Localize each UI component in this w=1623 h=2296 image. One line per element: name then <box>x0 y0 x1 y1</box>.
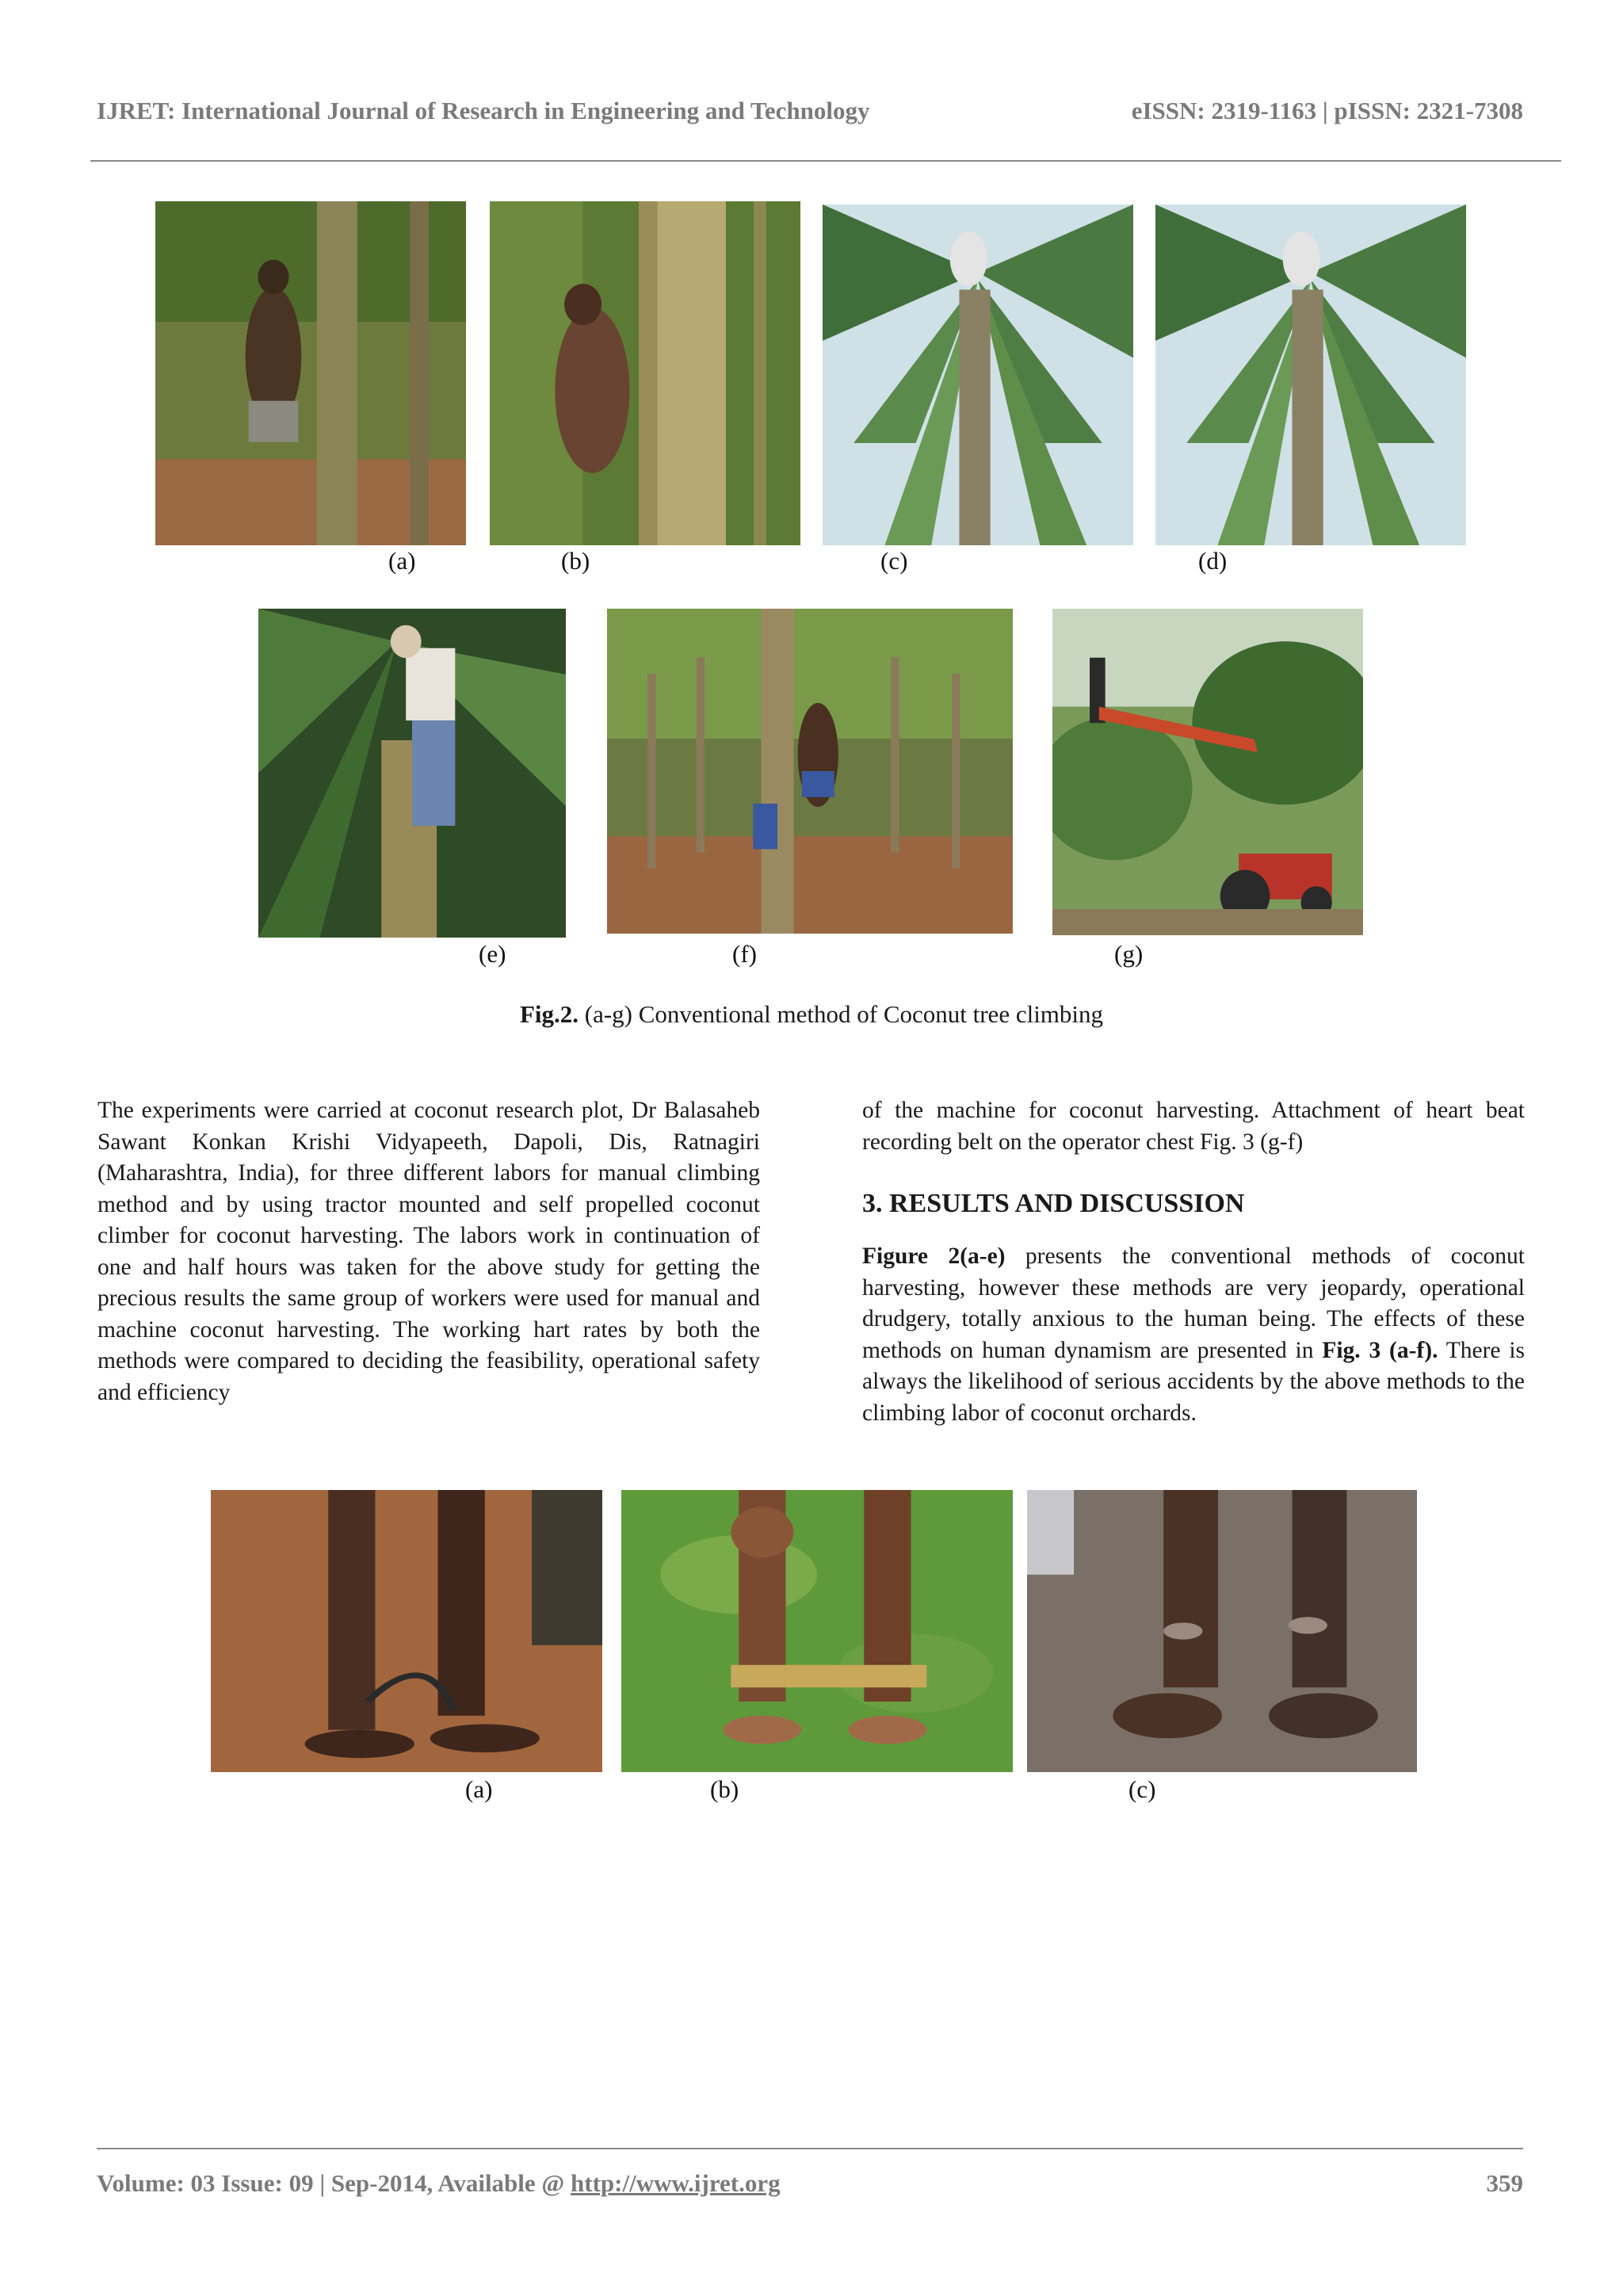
fig2-label-e: (e) <box>479 940 506 968</box>
page-number: 359 <box>1486 2169 1523 2197</box>
fig2-photo-c <box>823 204 1133 545</box>
left-column <box>97 1095 760 1408</box>
footer-url-link[interactable]: http://www.ijret.org <box>571 2169 781 2197</box>
fig2-caption-text: (a-g) Conventional method of Coconut tree climbing <box>579 1000 1104 1028</box>
results-text-1: presents the conventional methods of coconut harvesting, however these methods are very jeopardy, operational drudgery, totally anxious to the human being. The effects of these methods on human dynamism are presented in <box>862 1244 1526 1363</box>
fig2-photo-a <box>155 201 466 545</box>
fig2-label-b: (b) <box>561 547 590 575</box>
fig2-label-d: (d) <box>1198 547 1228 575</box>
footer-rule <box>97 2148 1523 2149</box>
fig3-photo-c <box>1027 1490 1417 1772</box>
results-paragraph <box>862 1241 1525 1429</box>
right-column-intro <box>862 1095 1525 1158</box>
header-rule <box>90 160 1561 162</box>
fig3-photo-b <box>621 1490 1013 1772</box>
results-column <box>862 1241 1525 1429</box>
fig2-label-f: (f) <box>732 940 757 968</box>
left-paragraph: The experiments were carried at coconut research plot, Dr Balasaheb Sawant Konkan Krishi Vidyapeeth, Dapoli, Dis, Ratnagiri (Maharashtra, India), for three different labors for manual climbing method and by using tractor mounted and self propelled coconut climber for coconut harvesting. The labors work in continuation of one and half hours was taken for the above study for getting the precious results the same group of workers were used for manual and machine coconut harvesting. The working hart rates by both the methods were compared to deciding the feasibility, operational safety and efficiency <box>97 1098 760 1405</box>
fig3-photo-a <box>211 1490 602 1772</box>
fig2-photo-b <box>490 201 800 545</box>
fig2-label-a: (a) <box>388 547 416 575</box>
results-text-2: There is always the likelihood of serious accidents by the above methods to the climbing labor of coconut orchards. <box>862 1337 1525 1426</box>
results-ref-1: Figure 2(a-e) <box>862 1244 1006 1269</box>
fig2-photo-e <box>258 609 566 938</box>
fig2-label-c: (c) <box>880 547 908 575</box>
journal-title: IJRET: International Journal of Research in Engineering and Technology <box>97 97 870 124</box>
footer-volume <box>97 2169 781 2198</box>
issn: eISSN: 2319-1163 | pISSN: 2321-7308 <box>1131 97 1523 124</box>
fig3-label-a: (a) <box>465 1775 493 1803</box>
results-ref-2: Fig. 3 (a-f). <box>1322 1337 1438 1363</box>
fig2-photo-f <box>607 609 1013 934</box>
fig3-label-b: (b) <box>710 1775 739 1803</box>
fig2-photo-d <box>1155 204 1466 545</box>
fig2-caption-label: Fig.2. <box>519 1000 579 1028</box>
fig2-caption <box>0 1000 1623 1029</box>
fig2-photo-g <box>1052 609 1363 935</box>
section-heading: 3. RESULTS AND DISCUSSION <box>862 1189 1245 1218</box>
fig2-label-g: (g) <box>1114 940 1144 968</box>
fig3-label-c: (c) <box>1128 1775 1156 1803</box>
right-paragraph: of the machine for coconut harvesting. Attachment of heart beat recording belt on the operator chest Fig. 3 (g-f) <box>862 1098 1525 1155</box>
footer-volume-text: Volume: 03 Issue: 09 | Sep-2014, Available @ <box>97 2169 571 2197</box>
